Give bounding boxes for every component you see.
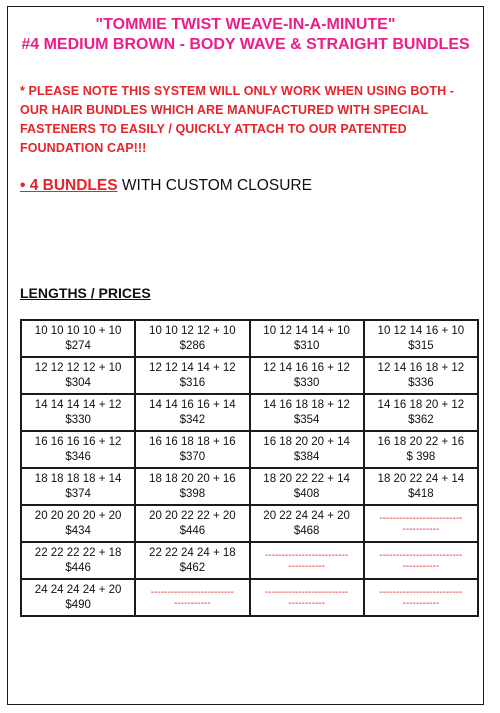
price-text: $304	[65, 376, 91, 389]
table-row	[21, 357, 478, 394]
price-text: $462	[179, 561, 206, 574]
lengths-text: 22 22 24 24 + 18	[149, 546, 236, 559]
price-text: $490	[65, 598, 91, 611]
dash-line: -----------	[174, 597, 211, 609]
dash-line: -----------	[288, 560, 325, 572]
price-cell	[364, 468, 478, 505]
price-cell	[21, 320, 135, 357]
price-sheet	[7, 6, 484, 705]
price-text: $362	[408, 413, 434, 426]
empty-cell	[364, 542, 478, 579]
notice-line: FASTENERS TO EASILY / QUICKLY ATTACH TO OUR PATENTED	[20, 122, 407, 136]
price-cell	[250, 468, 364, 505]
price-text: $310	[293, 339, 320, 352]
price-cell	[250, 431, 364, 468]
lengths-text: 20 22 24 24 + 20	[263, 509, 350, 522]
price-text: $274	[65, 339, 91, 352]
lengths-text: 10 10 10 10 + 10	[34, 324, 122, 337]
lengths-text: 16 16 18 18 + 16	[149, 435, 236, 448]
price-cell	[135, 320, 249, 357]
lengths-text: 16 18 20 22 + 16	[377, 435, 465, 448]
table-row	[21, 431, 478, 468]
price-cell	[21, 357, 135, 394]
price-text: $286	[179, 339, 206, 352]
price-cell	[364, 394, 478, 431]
dash-line: -------------------------	[379, 512, 463, 524]
title-line-2: #4 MEDIUM BROWN - BODY WAVE & STRAIGHT BUNDLES	[21, 36, 470, 53]
price-text: $374	[65, 487, 91, 500]
price-text: $418	[408, 487, 434, 500]
price-text: $468	[293, 524, 320, 537]
lengths-text: 22 22 22 22 + 18	[34, 546, 122, 559]
lengths-text: 18 20 22 24 + 14	[377, 472, 465, 485]
lengths-text: 18 18 20 20 + 16	[149, 472, 236, 485]
title-line-1: "TOMMIE TWIST WEAVE-IN-A-MINUTE"	[95, 16, 396, 33]
lengths-text: 16 16 16 16 + 12	[34, 435, 122, 448]
price-text: $346	[65, 450, 91, 463]
lengths-text: 16 18 20 20 + 14	[263, 435, 350, 448]
empty-cell	[250, 542, 364, 579]
notice-line: * PLEASE NOTE THIS SYSTEM WILL ONLY WORK WHEN USING BOTH -	[20, 84, 455, 98]
notice-line: OUR HAIR BUNDLES WHICH ARE MANUFACTURED WITH SPECIAL	[20, 103, 429, 117]
lengths-text: 14 16 18 20 + 12	[377, 398, 465, 411]
price-cell	[21, 431, 135, 468]
lengths-text: 20 20 20 20 + 20	[34, 509, 122, 522]
price-text: $330	[65, 413, 91, 426]
lengths-text: 12 12 14 14 + 12	[149, 361, 236, 374]
dash-line: -------------------------	[150, 586, 234, 598]
price-text: $330	[293, 376, 320, 389]
lengths-text: 14 14 14 14 + 12	[34, 398, 122, 411]
price-text: $ 398	[406, 450, 436, 463]
price-cell	[364, 357, 478, 394]
table-row	[21, 505, 478, 542]
price-cell	[135, 542, 249, 579]
lengths-text: 12 12 12 12 + 10	[34, 361, 122, 374]
bundles-count: • 4 BUNDLES	[20, 177, 118, 194]
price-cell	[21, 505, 135, 542]
price-text: $384	[293, 450, 320, 463]
empty-cell	[364, 579, 478, 616]
empty-cell	[364, 505, 478, 542]
bundles-description: WITH CUSTOM CLOSURE	[117, 177, 312, 194]
dash-line: -------------------------	[264, 549, 349, 561]
lengths-text: 24 24 24 24 + 20	[34, 583, 122, 596]
page-title	[8, 15, 483, 55]
price-cell	[135, 505, 249, 542]
lengths-text: 20 20 22 22 + 20	[149, 509, 236, 522]
lengths-text: 10 12 14 14 + 10	[263, 324, 350, 337]
price-text: $342	[179, 413, 206, 426]
table-heading: LENGTHS / PRICES	[20, 285, 151, 301]
price-text: $336	[408, 376, 434, 389]
empty-cell	[250, 579, 364, 616]
table-row	[21, 320, 478, 357]
price-cell	[135, 431, 249, 468]
bundles-line	[20, 177, 312, 195]
table-row	[21, 542, 478, 579]
price-cell	[21, 579, 135, 616]
table-row	[21, 468, 478, 505]
lengths-text: 14 14 16 16 + 14	[149, 398, 236, 411]
lengths-text: 12 14 16 16 + 12	[263, 361, 350, 374]
table-row	[21, 394, 478, 431]
dash-line: -----------	[402, 597, 440, 609]
price-cell	[135, 394, 249, 431]
price-cell	[21, 542, 135, 579]
price-text: $434	[65, 524, 91, 537]
dash-line: -------------------------	[379, 586, 463, 598]
lengths-text: 14 16 18 18 + 12	[263, 398, 350, 411]
price-text: $398	[179, 487, 206, 500]
price-cell	[135, 468, 249, 505]
notice-text	[20, 82, 475, 158]
price-cell	[250, 394, 364, 431]
dash-line: -----------	[402, 560, 440, 572]
price-cell	[364, 431, 478, 468]
price-cell	[250, 357, 364, 394]
lengths-text: 18 20 22 22 + 14	[263, 472, 350, 485]
price-text: $446	[179, 524, 206, 537]
lengths-text: 12 14 16 18 + 12	[377, 361, 465, 374]
price-cell	[250, 505, 364, 542]
price-cell	[250, 320, 364, 357]
price-text: $408	[293, 487, 320, 500]
price-text: $370	[179, 450, 206, 463]
price-text: $316	[179, 376, 206, 389]
price-cell	[364, 320, 478, 357]
price-cell	[135, 357, 249, 394]
dash-line: -------------------------	[264, 586, 349, 598]
price-text: $354	[293, 413, 320, 426]
dash-line: -----------	[402, 523, 440, 535]
lengths-text: 18 18 18 18 + 14	[34, 472, 122, 485]
lengths-text: 10 12 14 16 + 10	[377, 324, 465, 337]
price-cell	[21, 394, 135, 431]
price-cell	[21, 468, 135, 505]
dash-line: -------------------------	[379, 549, 463, 561]
dash-line: -----------	[288, 597, 325, 609]
table-row	[21, 579, 478, 616]
price-text: $315	[408, 339, 434, 352]
notice-line: FOUNDATION CAP!!!	[20, 141, 147, 155]
price-text: $446	[65, 561, 91, 574]
lengths-text: 10 10 12 12 + 10	[149, 324, 236, 337]
empty-cell	[135, 579, 249, 616]
price-table	[20, 319, 479, 617]
